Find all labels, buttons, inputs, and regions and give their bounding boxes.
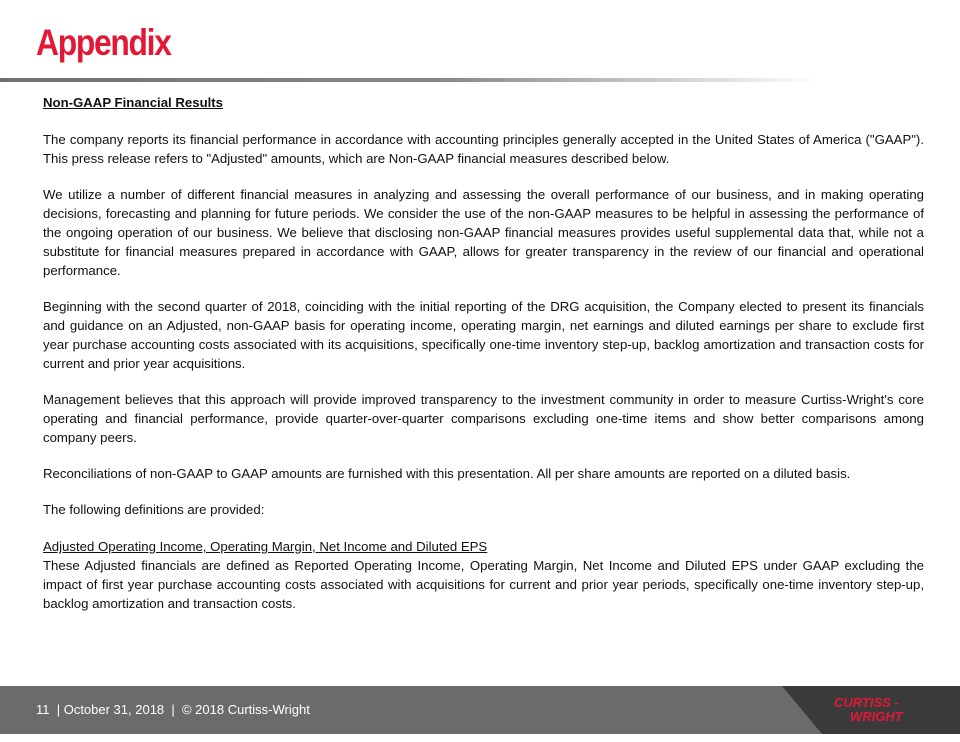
slide-title: Appendix	[36, 22, 171, 63]
paragraph-management: Management believes that this approach will provide improved transparency to the investment community in order to measure Curtiss-Wright's core operating and financial performance, provide quarter-over-quarter comparisons excluding one-time items and show better comparisons among company peers.	[43, 392, 924, 445]
logo-line-2: WRIGHT	[850, 709, 903, 724]
definition-text: These Adjusted financials are defined as Reported Operating Income, Operating Margin, Net Income and Diluted EPS under GAAP excluding the impact of first year purchase accounting costs associated with acquisitions for current and prior year periods, specifically one-time inventory step-up, backlog amortization and transaction costs.	[43, 558, 924, 611]
paragraph-measures: We utilize a number of different financial measures in analyzing and assessing the overall performance of our business, and in making operating decisions, forecasting and planning for future periods. We consider the use of the non-GAAP measures to be helpful in assessing the performance of the ongoing operation of our business. We believe that disclosing non-GAAP financial measures provides useful supplemental data that, while not a substitute for financial measures prepared in accordance with GAAP, allows for greater transparency in the review of our financial and operational performance.	[43, 187, 924, 278]
paragraph-drg-acquisition: Beginning with the second quarter of 2018, coinciding with the initial reporting of the DRG acquisition, the Company elected to present its financials and guidance on an Adjusted, non-GAAP basis for operating income, operating margin, net earnings and diluted earnings per share to exclude first year purchase accounting costs associated with its acquisitions, specifically one-time inventory step-up, backlog amortization and transaction costs for current and prior year acquisitions.	[43, 299, 924, 371]
footer-text: 11 | October 31, 2018 | © 2018 Curtiss-Wright	[36, 702, 310, 717]
section-heading: Non-GAAP Financial Results	[43, 95, 224, 110]
paragraph-reconciliations: Reconciliations of non-GAAP to GAAP amounts are furnished with this presentation. All per share amounts are reported on a diluted basis.	[43, 466, 851, 481]
paragraph-definitions-intro: The following definitions are provided:	[43, 502, 265, 517]
paragraph-gaap-intro: The company reports its financial performance in accordance with accounting principles generally accepted in the United States of America ("GAAP"). This press release refers to "Adjusted" amounts, which are Non-GAAP financial measures described below.	[43, 132, 924, 166]
title-divider	[0, 78, 820, 82]
logo-line-1: CURTISS -	[834, 695, 899, 710]
curtiss-wright-logo	[832, 694, 936, 726]
definition-heading: Adjusted Operating Income, Operating Margin, Net Income and Diluted EPS	[43, 539, 488, 554]
footer-bar	[0, 686, 960, 734]
slide-body	[43, 93, 924, 613]
